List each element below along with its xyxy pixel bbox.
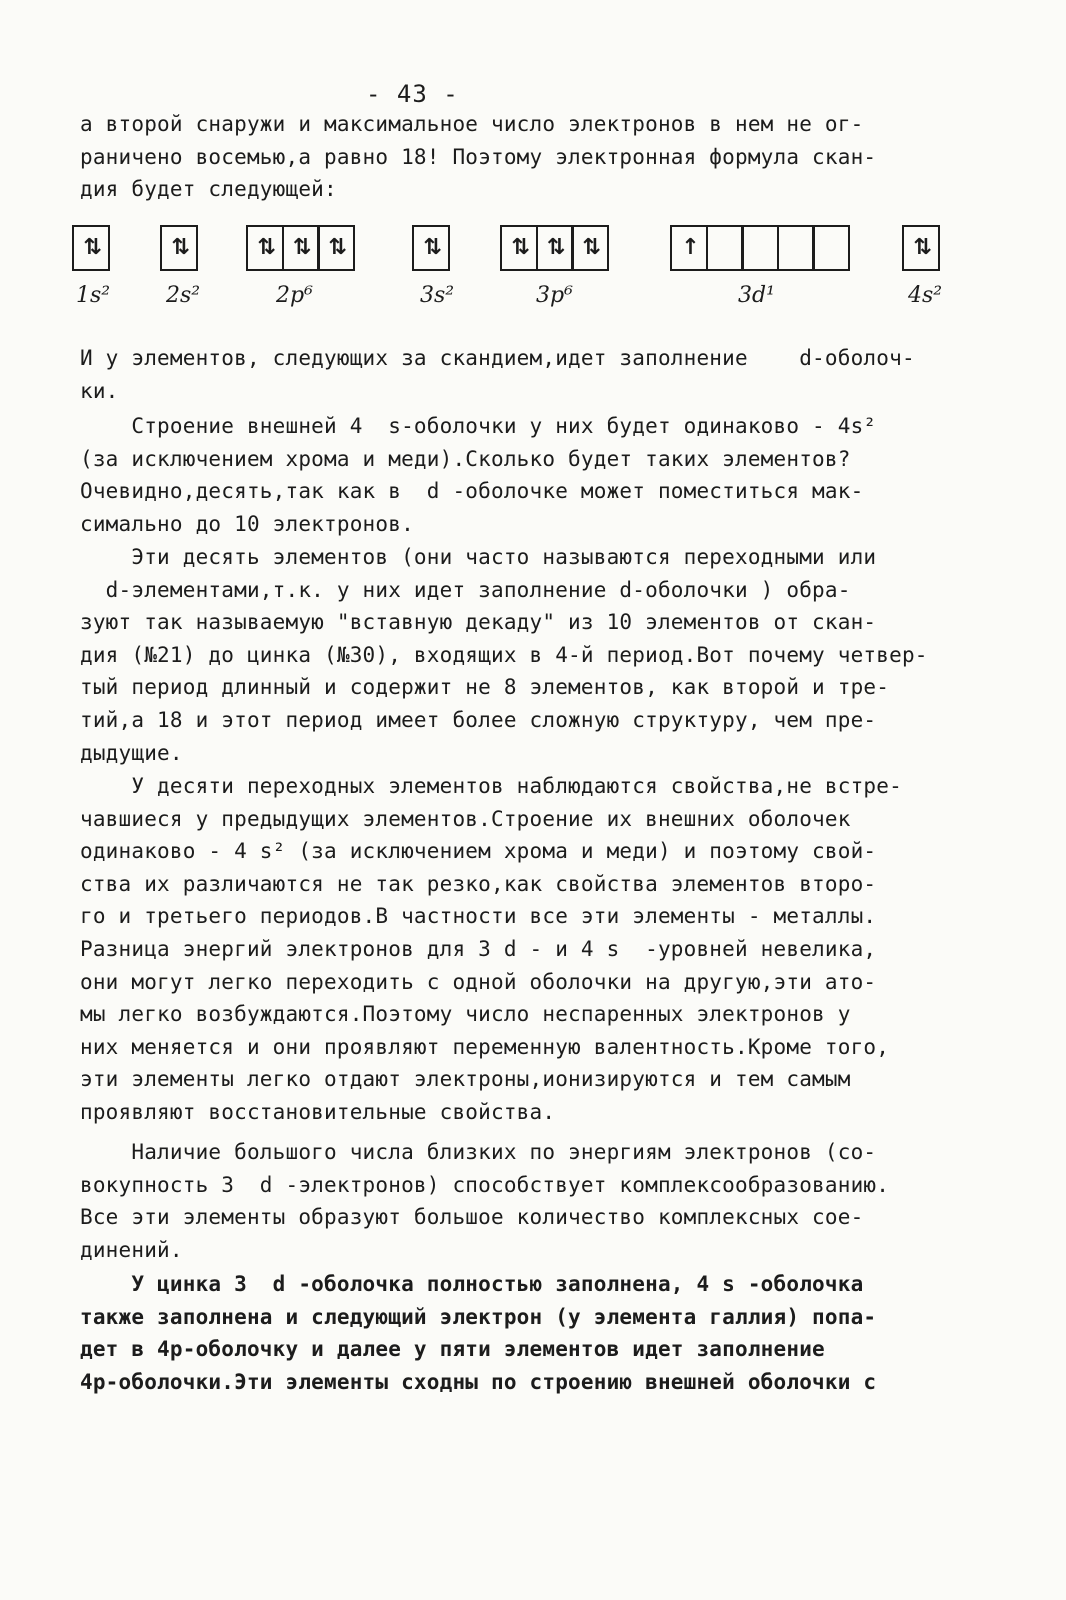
- orbital-box: [160, 225, 198, 271]
- orbital-label: 4s²: [908, 283, 943, 308]
- text-line: динений.: [80, 1237, 183, 1262]
- electron-arrows: ⇅: [546, 235, 563, 260]
- text-line: также заполнена и следующий электрон (у элемента галлия) попа-: [80, 1304, 877, 1329]
- orbital-diagram: [70, 225, 970, 315]
- text-line: дия будет следующей:: [80, 177, 337, 202]
- page-number: - 43 -: [366, 80, 459, 108]
- text-line: зуют так называемую "вставную декаду" из 10 элементов от скан-: [80, 610, 877, 635]
- text-line: У цинка 3 d -оболочка полностью заполнена, 4 s -оболочка: [80, 1272, 864, 1296]
- text-line: 4p-оболочки.Эти элементы сходны по строению внешней оболочки с: [80, 1369, 877, 1394]
- electron-arrows: ↑: [681, 235, 697, 260]
- orbital-box: [72, 225, 110, 271]
- orbital-box: [777, 225, 815, 271]
- paragraph-4: [80, 541, 1010, 769]
- orbital-box: [571, 225, 609, 271]
- electron-arrows: ⇅: [292, 235, 309, 260]
- paragraph-6: [80, 1136, 1010, 1266]
- electron-arrows: ⇅: [423, 235, 439, 260]
- text-line: раничено восемью,а равно 18! Поэтому электронная формула скан-: [80, 144, 877, 169]
- text-line: ки.: [80, 378, 119, 403]
- orbital-label: 2p⁶: [276, 283, 313, 308]
- electron-arrows: ⇅: [511, 235, 527, 260]
- paragraph-3: [80, 410, 1010, 540]
- electron-arrows: ⇅: [582, 235, 598, 260]
- text-line: чавшиеся у предыдущих элементов.Строение их внешних оболочек: [80, 806, 851, 831]
- text-line: а второй снаружи и максимальное число электронов в нем не ог-: [80, 112, 864, 136]
- text-line: (за исключением хрома и меди).Сколько будет таких элементов?: [80, 446, 851, 471]
- text-line: тий,а 18 и этот период имеет более сложную структуру, чем пре-: [80, 707, 877, 732]
- text-line: ства их различаются не так резко,как свойства элементов второ-: [80, 871, 877, 896]
- orbital-box: [282, 225, 320, 271]
- electron-arrows: ⇅: [257, 235, 273, 260]
- orbital-box: [412, 225, 450, 271]
- text-line: они могут легко переходить с одной оболочки на другую,эти ато-: [80, 969, 877, 994]
- orbital-group-2s: [160, 225, 201, 308]
- text-line: дия (№21) до цинка (№30), входящих в 4-й период.Вот почему четвер-: [80, 642, 928, 667]
- paragraph-2: [80, 342, 1010, 407]
- text-line: проявляют восстановительные свойства.: [80, 1099, 556, 1124]
- orbital-group-1s: [72, 225, 111, 308]
- orbital-group-4s: [902, 225, 943, 308]
- electron-arrows: ⇅: [913, 235, 929, 260]
- text-line: Строение внешней 4 s-оболочки у них будет одинаково - 4s²: [80, 414, 877, 438]
- orbital-box: [902, 225, 940, 271]
- orbital-label: 3s²: [420, 283, 455, 308]
- text-line: го и третьего периодов.В частности все эти элементы - металлы.: [80, 904, 877, 929]
- paragraph-7: [80, 1268, 1010, 1398]
- orbital-box: [670, 225, 708, 271]
- paragraph-5: [80, 770, 1010, 1129]
- electron-arrows: ⇅: [328, 235, 344, 260]
- orbital-label: 2s²: [166, 283, 201, 308]
- text-line: Разница энергий электронов для 3 d - и 4 s -уровней невелика,: [80, 936, 877, 961]
- orbital-box: [500, 225, 538, 271]
- electron-arrows: ⇅: [83, 235, 99, 260]
- text-line: Очевидно,десять,так как в d -оболочке может поместиться мак-: [80, 479, 864, 504]
- text-line: Наличие большого числа близких по энергиям электронов (со-: [80, 1140, 877, 1164]
- orbital-box: [741, 225, 779, 271]
- orbital-box: [317, 225, 355, 271]
- text-line: одинаково - 4 s² (за исключением хрома и меди) и поэтому свой-: [80, 839, 877, 864]
- orbital-box: [246, 225, 284, 271]
- orbital-group-3d: [670, 225, 850, 308]
- text-line: И у элементов, следующих за скандием,идет заполнение d-оболоч-: [80, 346, 915, 370]
- text-line: У десяти переходных элементов наблюдаются свойства,не встре-: [80, 774, 902, 798]
- text-line: Все эти элементы образуют большое количество комплексных сое-: [80, 1205, 864, 1230]
- text-line: тый период длинный и содержит не 8 элементов, как второй и тре-: [80, 675, 890, 700]
- orbital-label: 1s²: [76, 283, 111, 308]
- orbital-box: [812, 225, 850, 271]
- orbital-label: 3p⁶: [536, 283, 573, 308]
- electron-arrows: ⇅: [171, 235, 187, 260]
- text-line: дыдущие.: [80, 740, 183, 765]
- text-line: d-элементами,т.к. у них идет заполнение d-оболочки ) обра-: [80, 577, 851, 602]
- text-line: симально до 10 электронов.: [80, 511, 414, 536]
- text-line: Эти десять элементов (они часто называются переходными или: [80, 545, 877, 569]
- paragraph-1: [80, 108, 1010, 206]
- orbital-box: [706, 225, 744, 271]
- orbital-group-3s: [412, 225, 455, 308]
- orbital-group-2p: [246, 225, 355, 308]
- text-line: мы легко возбуждаются.Поэтому число неспаренных электронов у: [80, 1002, 851, 1027]
- text-line: них меняется и они проявляют переменную валентность.Кроме того,: [80, 1034, 890, 1059]
- orbital-box: [536, 225, 574, 271]
- text-line: эти элементы легко отдают электроны,ионизируются и тем самым: [80, 1067, 851, 1092]
- text-line: дет в 4p-оболочку и далее у пяти элементов идет заполнение: [80, 1337, 825, 1362]
- orbital-label: 3d¹: [738, 283, 775, 308]
- text-line: вокупность 3 d -электронов) способствует комплексообразованию.: [80, 1172, 890, 1197]
- orbital-group-3p: [500, 225, 609, 308]
